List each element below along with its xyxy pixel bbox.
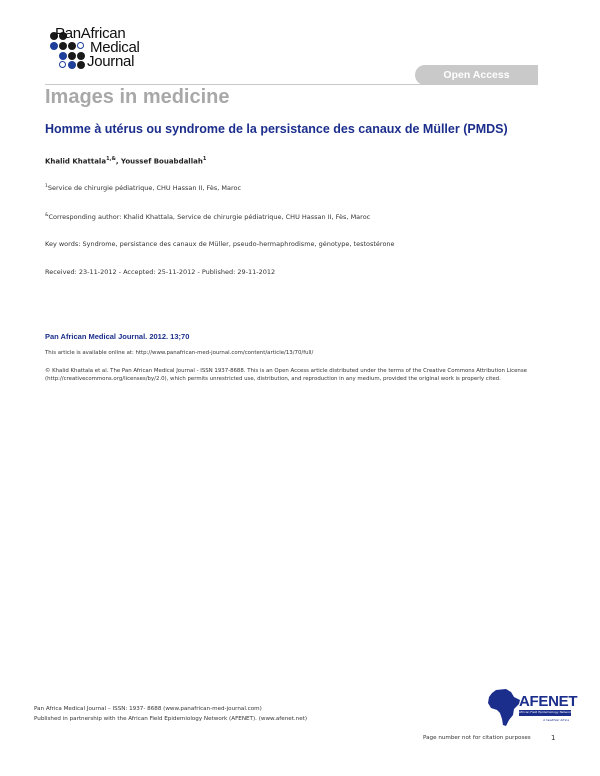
- open-access-label: Open Access: [443, 69, 510, 81]
- keywords: Key words: Syndrome, persistance des canaux de Müller, pseudo-hermaphrodisme, génotype, testostérone: [45, 240, 395, 248]
- author-name: Youssef Bouabdallah: [120, 157, 203, 166]
- author-affiliation-marker: 1,&: [106, 156, 116, 162]
- footer-issn: Pan Africa Medical Journal – ISSN: 1937- 8688 (www.panafrican-med-journal.com): [34, 706, 262, 712]
- corresponding-text: Corresponding author: Khalid Khattala, Service de chirurgie pédiatrique, CHU Hassan II, Fès, Maroc: [48, 213, 371, 222]
- affiliation-text: Service de chirurgie pédiatrique, CHU Hassan II, Fès, Maroc: [47, 184, 242, 193]
- author-separator: ,: [115, 157, 121, 166]
- author-list: [45, 156, 206, 165]
- afenet-wordmark: AFENET: [519, 693, 578, 710]
- publication-dates: Received: 23-11-2012 - Accepted: 25-11-2012 - Published: 29-11-2012: [45, 268, 276, 276]
- afenet-subtitle: African Field Epidemiology Network: [519, 710, 573, 714]
- afenet-subtitle-bar: [519, 710, 571, 716]
- logo-text-line3: Journal: [87, 53, 135, 70]
- affiliation: [45, 182, 241, 193]
- panafrican-medical-journal-logo: [50, 26, 160, 74]
- open-access-tab: [415, 65, 538, 85]
- corresponding-author: [45, 211, 370, 222]
- article-title: Homme à utérus ou syndrome de la persistance des canaux de Müller (PMDS): [45, 122, 508, 136]
- page-note: Page number not for citation purposes: [423, 735, 531, 741]
- author-name: Khalid Khattala: [45, 157, 107, 166]
- copyright-notice: © Khalid Khattala et al. The Pan African Medical Journal - ISSN 1937-8688. This is an Open Access article distributed under the terms of the Creative Commons Attribution License (http://creativecommons.org/licenses/by/2.0), which permits unrestricted use, distribution, and reproduction in any medium, provided the original work is properly cited.: [45, 368, 527, 382]
- section-title: Images in medicine: [45, 86, 230, 108]
- logo-text-line2: Medical: [90, 39, 140, 56]
- journal-reference: Pan African Medical Journal. 2012. 13;70: [45, 332, 190, 341]
- affiliation-marker: 1: [45, 184, 48, 189]
- page-number: 1: [551, 734, 556, 742]
- author-affiliation-marker: 1: [202, 156, 207, 162]
- logo-text-line1: PanAfrican: [55, 25, 126, 42]
- afenet-tagline: A healthier Africa: [543, 718, 570, 722]
- corresponding-marker: &: [45, 213, 49, 218]
- footer-partnership: Published in partnership with the African Field Epidemiology Network (AFENET). (www.afenet.net): [34, 716, 308, 722]
- header-rule: [45, 84, 538, 85]
- available-online-link[interactable]: This article is available online at: http://www.panafrican-med-journal.com/content/article/13/70/full/: [45, 350, 314, 356]
- africa-map-icon: [487, 688, 521, 728]
- afenet-logo: [487, 688, 578, 730]
